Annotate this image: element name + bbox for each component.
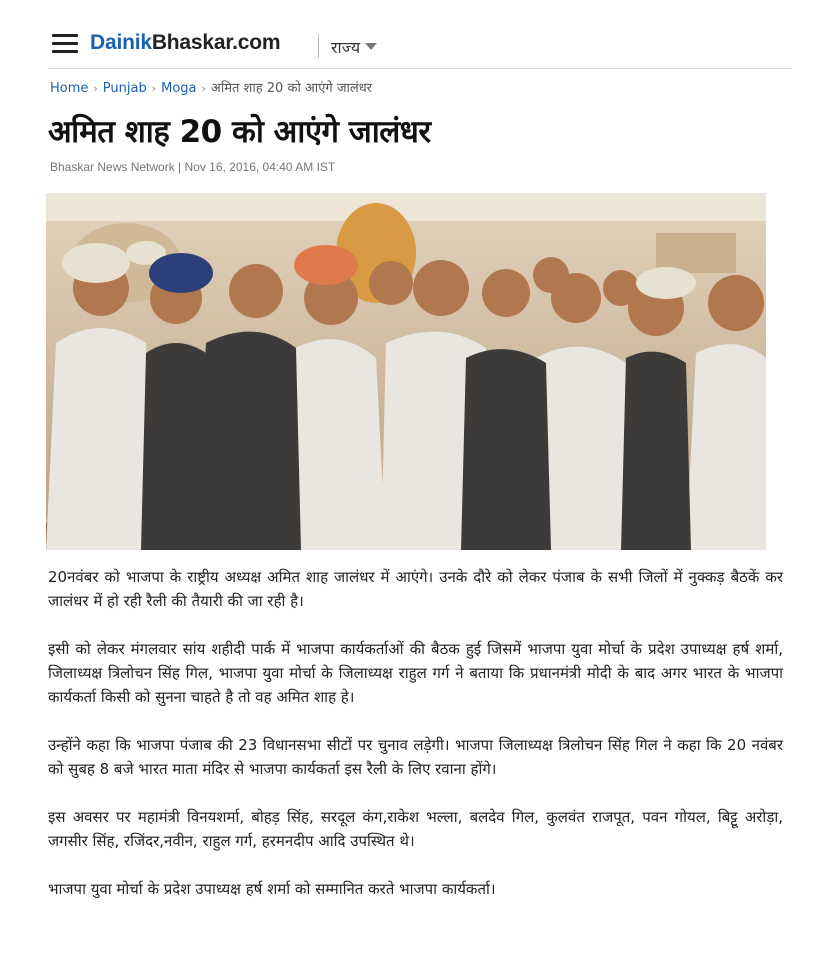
logo-part-dainik: Dainik bbox=[90, 31, 152, 54]
hamburger-menu-icon[interactable] bbox=[52, 34, 78, 54]
logo-part-bhaskar: Bhaskar.com bbox=[151, 31, 281, 54]
chevron-down-icon bbox=[365, 43, 377, 50]
site-header bbox=[48, 28, 792, 69]
article-paragraph-1: 20नवंबर को भाजपा के राष्ट्रीय अध्यक्ष अमित शाह जालंधर में आएंगे। उनके दौरे को लेकर पंजाब के सभी जिलों में नुक्कड़ बैठकें कर जालंधर में हो रही रैली की तैयारी की जा रही है। bbox=[48, 568, 783, 610]
article-paragraph-2: इसी को लेकर मंगलवार सांय शहीदी पार्क में भाजपा कार्यकर्ताओं की बैठक हुई जिसमें भाजपा युवा मोर्चा के प्रदेश उपाध्यक्ष हर्ष शर्मा, जिलाध्यक्ष त्रिलोचन सिंह गिल, भाजपा युवा मोर्चा के जिलाध्यक्ष राहुल गर्ग ने बताया कि प्रधानमंत्री मोदी के बाद अगर भारत के भाजपा कार्यकर्ता किसी को सुनना चाहते है तो वह अमित शाह हे। bbox=[48, 640, 783, 706]
breadcrumb-moga[interactable]: Moga bbox=[161, 81, 197, 96]
site-logo[interactable] bbox=[90, 31, 280, 55]
article-body bbox=[48, 565, 783, 925]
breadcrumb bbox=[50, 78, 372, 96]
breadcrumb-separator: › bbox=[151, 82, 157, 95]
breadcrumb-separator: › bbox=[93, 82, 98, 95]
article-paragraph-5: भाजपा युवा मोर्चा के प्रदेश उपाध्यक्ष हर्ष शर्मा को सम्मानित करते भाजपा कार्यकर्ता। bbox=[48, 880, 496, 898]
article-paragraph-3: उन्होंने कहा कि भाजपा पंजाब की 23 विधानसभा सीटों पर चुनाव लड़ेगी। भाजपा जिलाध्यक्ष त्रिलोचन सिंह गिल ने कहा कि 20 नवंबर को सुबह 8 बजे भारत माता मंदिर से भाजपा कार्यकर्ता इस रैली के लिए रवाना होंगे। bbox=[48, 736, 783, 778]
state-dropdown-label: राज्य bbox=[331, 38, 361, 57]
article-byline: Bhaskar News Network | Nov 16, 2016, 04:40 AM IST bbox=[50, 160, 336, 174]
state-dropdown[interactable] bbox=[331, 36, 377, 58]
header-divider bbox=[318, 34, 319, 58]
breadcrumb-punjab[interactable]: Punjab bbox=[102, 81, 147, 96]
article-photo bbox=[46, 193, 766, 550]
breadcrumb-current: अमित शाह 20 को आएंगे जालंधर bbox=[210, 81, 373, 96]
breadcrumb-separator: › bbox=[201, 82, 206, 95]
article-paragraph-4: इस अवसर पर महामंत्री विनयशर्मा, बोहड़ सिंह, सरदूल कंग,राकेश भल्ला, बलदेव गिल, कुलवंत राजपूत, पवन गोयल, बिट्टू अरोड़ा, जगसीर सिंह, रजिंदर,नवीन, राहुल गर्ग, हरमनदीप आदि उपस्थित थे। bbox=[48, 808, 783, 850]
breadcrumb-home[interactable]: Home bbox=[50, 81, 89, 96]
article-title: अमित शाह 20 को आएंगे जालंधर bbox=[48, 114, 431, 150]
